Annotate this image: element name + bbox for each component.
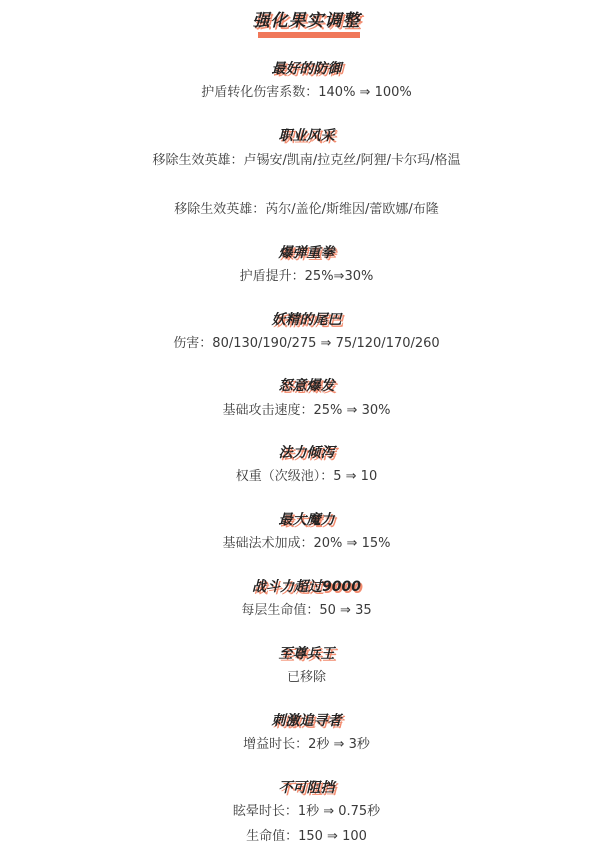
section-line: 护盾转化伤害系数：140% ⇒ 100% bbox=[201, 85, 412, 100]
section-line: 移除生效英雄：卢锡安/凯南/拉克丝/阿狸/卡尔玛/格温 bbox=[152, 153, 461, 168]
section-line: 基础攻击速度：25% ⇒ 30% bbox=[222, 403, 391, 418]
section-heading: 最好的防御 bbox=[271, 61, 342, 77]
section-heading: 刺激追寻者 bbox=[271, 713, 342, 729]
section-line: 移除生效英雄：芮尔/盖伦/斯维因/蕾欧娜/布隆 bbox=[174, 202, 439, 217]
section-heading: 战斗力超过9000 bbox=[252, 579, 361, 595]
section-line: 伤害：80/130/190/275 ⇒ 75/120/170/260 bbox=[173, 336, 440, 351]
section-heading: 至尊兵王 bbox=[278, 646, 335, 662]
section-line: 增益时长：2秒 ⇒ 3秒 bbox=[243, 737, 370, 752]
section-heading: 爆弹重拳 bbox=[278, 245, 335, 261]
section-line: 护盾提升：25%⇒30% bbox=[239, 269, 374, 284]
page-title-wrap bbox=[0, 6, 613, 31]
page-title: 强化果实调整 bbox=[252, 11, 361, 31]
section-heading: 职业风采 bbox=[278, 128, 335, 144]
section-heading: 怒意爆发 bbox=[278, 378, 335, 394]
section-line: 每层生命值：50 ⇒ 35 bbox=[241, 603, 372, 618]
section-line: 眩晕时长：1秒 ⇒ 0.75秒 bbox=[232, 804, 381, 819]
section-heading: 最大魔力 bbox=[278, 512, 335, 528]
section-line: 权重（次级池）：5 ⇒ 10 bbox=[235, 469, 378, 484]
title-underline bbox=[258, 32, 360, 38]
section-heading: 不可阻挡 bbox=[278, 780, 335, 796]
section-line: 已移除 bbox=[286, 670, 326, 685]
section-line: 生命值：150 ⇒ 100 bbox=[246, 829, 367, 844]
section-line: 基础法术加成：20% ⇒ 15% bbox=[222, 536, 391, 551]
section-heading: 法力倾泻 bbox=[278, 445, 335, 461]
section-heading: 妖精的尾巴 bbox=[271, 312, 342, 328]
